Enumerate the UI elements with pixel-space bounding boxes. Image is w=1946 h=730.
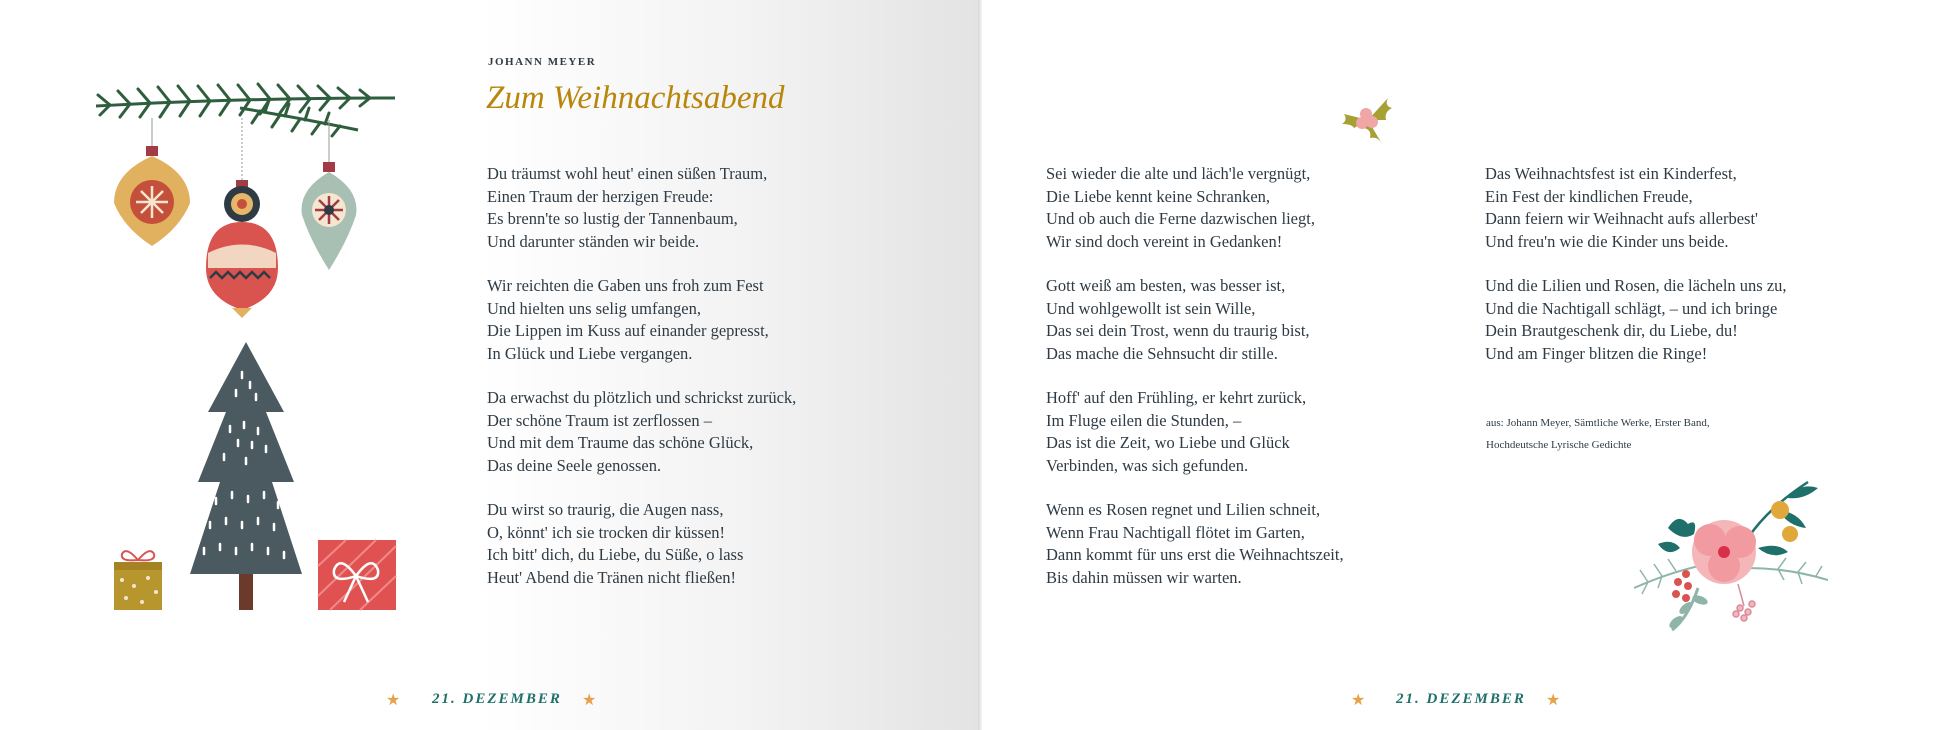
verse-line: Es brenn'te so lustig der Tannenbaum,	[487, 209, 738, 228]
christmas-tree-icon	[186, 342, 306, 612]
verse-line: Das Weihnachtsfest ist ein Kinderfest,	[1485, 164, 1737, 183]
verse-line: Und mit dem Traume das schöne Glück,	[487, 433, 754, 452]
verse-line: Du wirst so traurig, die Augen nass,	[487, 500, 724, 519]
verse-line: O, könnt' ich sie trocken dir küssen!	[487, 522, 726, 542]
ornament-sage-icon	[298, 120, 360, 270]
verse-line: Und hielten uns selig umfangen,	[487, 298, 702, 318]
flower-bouquet-icon	[1628, 468, 1828, 638]
verse-line: Das ist die Zeit, wo Liebe und Glück	[1046, 433, 1290, 452]
verse-line: Und darunter ständen wir beide.	[487, 231, 700, 251]
star-icon: ★	[582, 692, 597, 709]
poem-stanza-3	[487, 387, 796, 477]
poem-stanza-10	[1485, 275, 1787, 365]
page-date-footer: 21. DEZEMBER	[1396, 691, 1526, 707]
verse-line: Wir sind doch vereint in Gedanken!	[1046, 231, 1283, 251]
poem-stanza-5	[1046, 163, 1315, 253]
verse-line: Das sei dein Trost, wenn du traurig bist,	[1046, 321, 1310, 340]
verse-line: Und die Lilien und Rosen, die lächeln uns zu,	[1485, 276, 1787, 295]
ornament-red-icon	[202, 118, 282, 318]
source-line: aus: Johann Meyer, Sämtliche Werke, Erster Band,	[1486, 417, 1710, 429]
verse-line: Du träumst wohl heut' einen süßen Traum,	[487, 164, 768, 183]
page-date-footer: 21. DEZEMBER	[432, 691, 562, 707]
verse-line: Hoff' auf den Frühling, er kehrt zurück,	[1046, 388, 1307, 407]
verse-line: Die Lippen im Kuss auf einander gepresst,	[487, 321, 769, 340]
poem-author: JOHANN MEYER	[488, 56, 597, 68]
star-icon: ★	[1351, 692, 1366, 709]
verse-line: Der schöne Traum ist zerflossen –	[487, 410, 713, 430]
poem-stanza-2	[487, 275, 769, 365]
star-icon: ★	[386, 692, 401, 709]
verse-line: Wir reichten die Gaben uns froh zum Fest	[487, 276, 764, 295]
source-citation	[1486, 412, 1710, 456]
verse-line: Das mache die Sehnsucht dir stille.	[1046, 343, 1278, 363]
poem-stanza-6	[1046, 275, 1310, 365]
poem-stanza-4	[487, 499, 743, 589]
verse-line: Dann kommt für uns erst die Weihnachtszeit,	[1046, 545, 1344, 564]
verse-line: Ein Fest der kindlichen Freude,	[1485, 186, 1693, 206]
verse-line: Dann feiern wir Weihnacht aufs allerbest'	[1485, 209, 1759, 228]
star-icon: ★	[1546, 692, 1561, 709]
holly-icon	[1338, 90, 1398, 150]
verse-line: Und ob auch die Ferne dazwischen liegt,	[1046, 209, 1315, 228]
poem-stanza-9	[1485, 163, 1758, 253]
verse-line: Ich bitt' dich, du Liebe, du Süße, o lass	[487, 545, 744, 564]
poem-title: Zum Weihnachtsabend	[486, 80, 785, 116]
verse-line: Und wohlgewollt ist sein Wille,	[1046, 298, 1256, 318]
ornament-gold-icon	[110, 118, 195, 253]
gift-box-small-icon	[112, 540, 164, 612]
verse-line: Wenn Frau Nachtigall flötet im Garten,	[1046, 522, 1305, 542]
verse-line: Wenn es Rosen regnet und Lilien schneit,	[1046, 500, 1321, 519]
poem-stanza-7	[1046, 387, 1306, 477]
verse-line: Bis dahin müssen wir warten.	[1046, 567, 1242, 587]
poem-stanza-8	[1046, 499, 1344, 589]
verse-line: Einen Traum der herzigen Freude:	[487, 186, 714, 206]
verse-line: Das deine Seele genossen.	[487, 455, 662, 475]
verse-line: Da erwachst du plötzlich und schrickst zurück,	[487, 388, 797, 407]
verse-line: Im Fluge eilen die Stunden, –	[1046, 410, 1242, 430]
verse-line: In Glück und Liebe vergangen.	[487, 343, 693, 363]
verse-line: Sei wieder die alte und läch'le vergnügt,	[1046, 164, 1311, 183]
verse-line: Und freu'n wie die Kinder uns beide.	[1485, 231, 1729, 251]
gift-box-red-icon	[316, 536, 398, 612]
source-line: Hochdeutsche Lyrische Gedichte	[1486, 439, 1632, 451]
verse-line: Und am Finger blitzen die Ringe!	[1485, 343, 1708, 363]
verse-line: Verbinden, was sich gefunden.	[1046, 455, 1249, 475]
verse-line: Die Liebe kennt keine Schranken,	[1046, 186, 1271, 206]
verse-line: Gott weiß am besten, was besser ist,	[1046, 276, 1286, 295]
verse-line: Und die Nachtigall schlägt, – und ich bringe	[1485, 298, 1778, 318]
verse-line: Heut' Abend die Tränen nicht fließen!	[487, 567, 737, 587]
poem-stanza-1	[487, 163, 767, 253]
verse-line: Dein Brautgeschenk dir, du Liebe, du!	[1485, 321, 1738, 340]
